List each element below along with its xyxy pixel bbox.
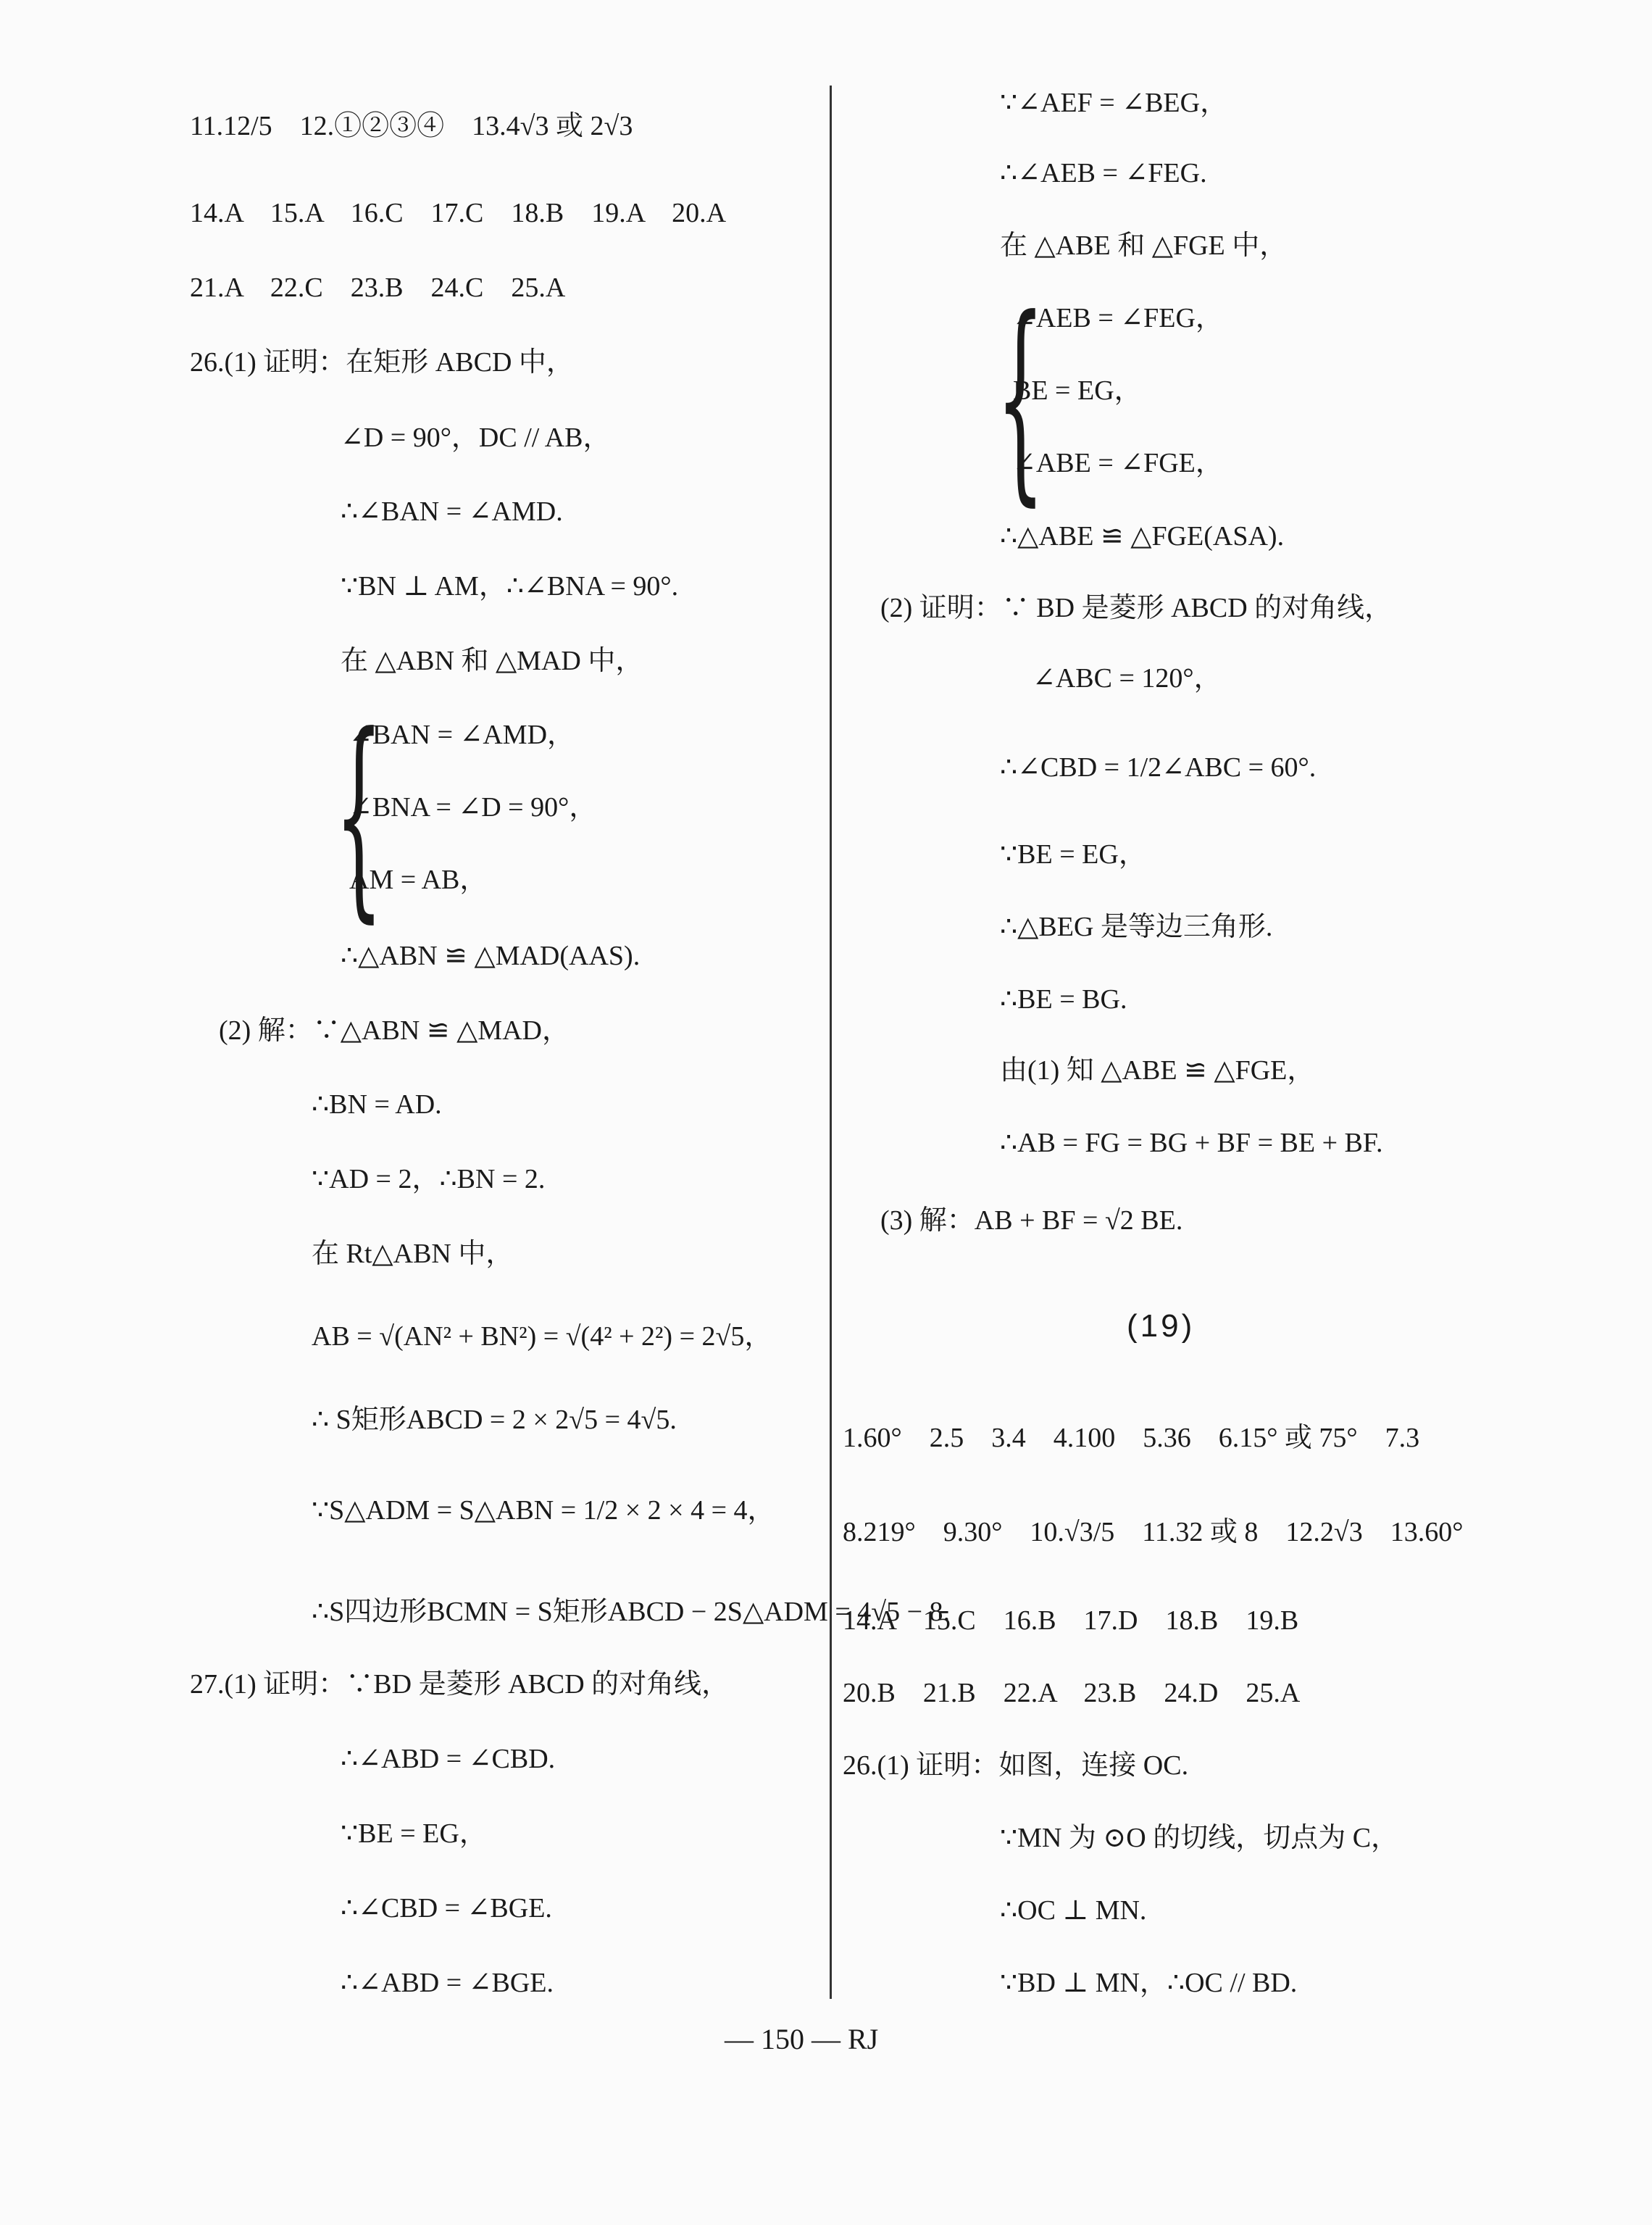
proof-line: ∴∠ABD = ∠BGE. xyxy=(341,1968,554,1998)
proof-line: AB = √(AN² + BN²) = √(4² + 2²) = 2√5， xyxy=(312,1321,772,1352)
brace-icon: { xyxy=(996,272,1045,525)
proof-line: ∴ S矩形ABCD = 2 × 2√5 = 4√5. xyxy=(312,1405,677,1435)
proof-line: ∠D = 90°，DC // AB， xyxy=(341,423,611,453)
proof-line: 在 △ABE 和 △FGE 中， xyxy=(1000,230,1288,261)
proof-line: ∴AB = FG = BG + BF = BE + BF. xyxy=(1000,1128,1383,1158)
section-heading: (19) xyxy=(1127,1308,1196,1344)
proof-line: ∵BE = EG， xyxy=(1000,839,1146,870)
proof-line: ∴∠AEB = ∠FEG. xyxy=(1000,158,1207,188)
proof-line: ∴∠BAN = ∠AMD. xyxy=(341,496,563,527)
answer-line: 21.A 22.C 23.B 24.C 25.A xyxy=(190,273,566,303)
answer-line: 8.219° 9.30° 10.√3/5 11.32 或 8 12.2√3 13.60° xyxy=(843,1517,1464,1547)
answer-line: 20.B 21.B 22.A 23.B 24.D 25.A xyxy=(843,1678,1301,1708)
proof-line: (2) 证明：∵ BD 是菱形 ABCD 的对角线， xyxy=(880,593,1393,623)
answer-line: 11.12/5 12.①②③④ 13.4√3 或 2√3 xyxy=(190,111,633,141)
proof-line: ∴BN = AD. xyxy=(312,1089,442,1120)
proof-line: ∠BAN = ∠AMD， xyxy=(349,720,575,750)
column-divider xyxy=(830,86,832,1999)
answer-line: 1.60° 2.5 3.4 4.100 5.36 6.15° 或 75° 7.3 xyxy=(843,1423,1420,1453)
proof-line: ∴S四边形BCMN = S矩形ABCD − 2S△ADM = 4√5 − 8. xyxy=(312,1597,951,1627)
proof-line: ∴△ABE ≌ △FGE(ASA). xyxy=(1000,521,1285,552)
proof-line: ∴∠CBD = ∠BGE. xyxy=(341,1893,552,1924)
proof-line: ∴△BEG 是等边三角形. xyxy=(1000,912,1273,942)
proof-line: AM = AB， xyxy=(349,865,488,895)
proof-line: ∠AEB = ∠FEG， xyxy=(1013,303,1223,333)
answer-line: 14.A 15.A 16.C 17.C 18.B 19.A 20.A xyxy=(190,198,727,228)
brace-icon: { xyxy=(335,689,383,941)
proof-line: ∵AD = 2，∴BN = 2. xyxy=(312,1164,546,1194)
proof-line: ∵MN 为 ⊙O 的切线，切点为 C， xyxy=(1000,1823,1399,1853)
proof-line: 在 Rt△ABN 中， xyxy=(312,1239,514,1269)
proof-line: ∠BNA = ∠D = 90°， xyxy=(349,792,597,823)
answer-line: 26.(1) 证明：如图，连接 OC. xyxy=(843,1750,1189,1781)
page-footer: — 150 — RJ xyxy=(725,2023,879,2055)
proof-line: ∵∠AEF = ∠BEG， xyxy=(1000,88,1228,118)
proof-line: BE = EG， xyxy=(1013,375,1142,406)
proof-line: ∵S△ADM = S△ABN = 1/2 × 2 × 4 = 4， xyxy=(312,1495,775,1526)
proof-line: ∴OC ⊥ MN. xyxy=(1000,1895,1147,1926)
proof-line: ∠ABC = 120°， xyxy=(1032,663,1222,694)
answer-line: 26.(1) 证明：在矩形 ABCD 中， xyxy=(190,347,574,378)
proof-line: ∴∠CBD = 1/2∠ABC = 60°. xyxy=(1000,752,1317,783)
proof-line: 由(1) 知 △ABE ≌ △FGE， xyxy=(1000,1055,1315,1086)
proof-line: 在 △ABN 和 △MAD 中， xyxy=(341,646,643,676)
proof-line: ∵BD ⊥ MN，∴OC // BD. xyxy=(1000,1968,1298,1998)
proof-line: (3) 解：AB + BF = √2 BE. xyxy=(880,1205,1183,1236)
proof-line: ∴∠ABD = ∠CBD. xyxy=(341,1744,556,1774)
proof-line: (2) 解：∵△ABN ≌ △MAD， xyxy=(219,1015,570,1046)
proof-line: ∵BE = EG， xyxy=(341,1818,487,1849)
proof-line: ∠ABE = ∠FGE， xyxy=(1013,448,1223,478)
proof-line: ∴△ABN ≌ △MAD(AAS). xyxy=(341,941,641,971)
proof-line: ∴BE = BG. xyxy=(1000,984,1127,1015)
answer-line: 14.A 15.C 16.B 17.D 18.B 19.B xyxy=(843,1605,1299,1636)
proof-line: ∵BN ⊥ AM，∴∠BNA = 90°. xyxy=(341,571,679,602)
answer-line: 27.(1) 证明：∵BD 是菱形 ABCD 的对角线， xyxy=(190,1669,730,1700)
